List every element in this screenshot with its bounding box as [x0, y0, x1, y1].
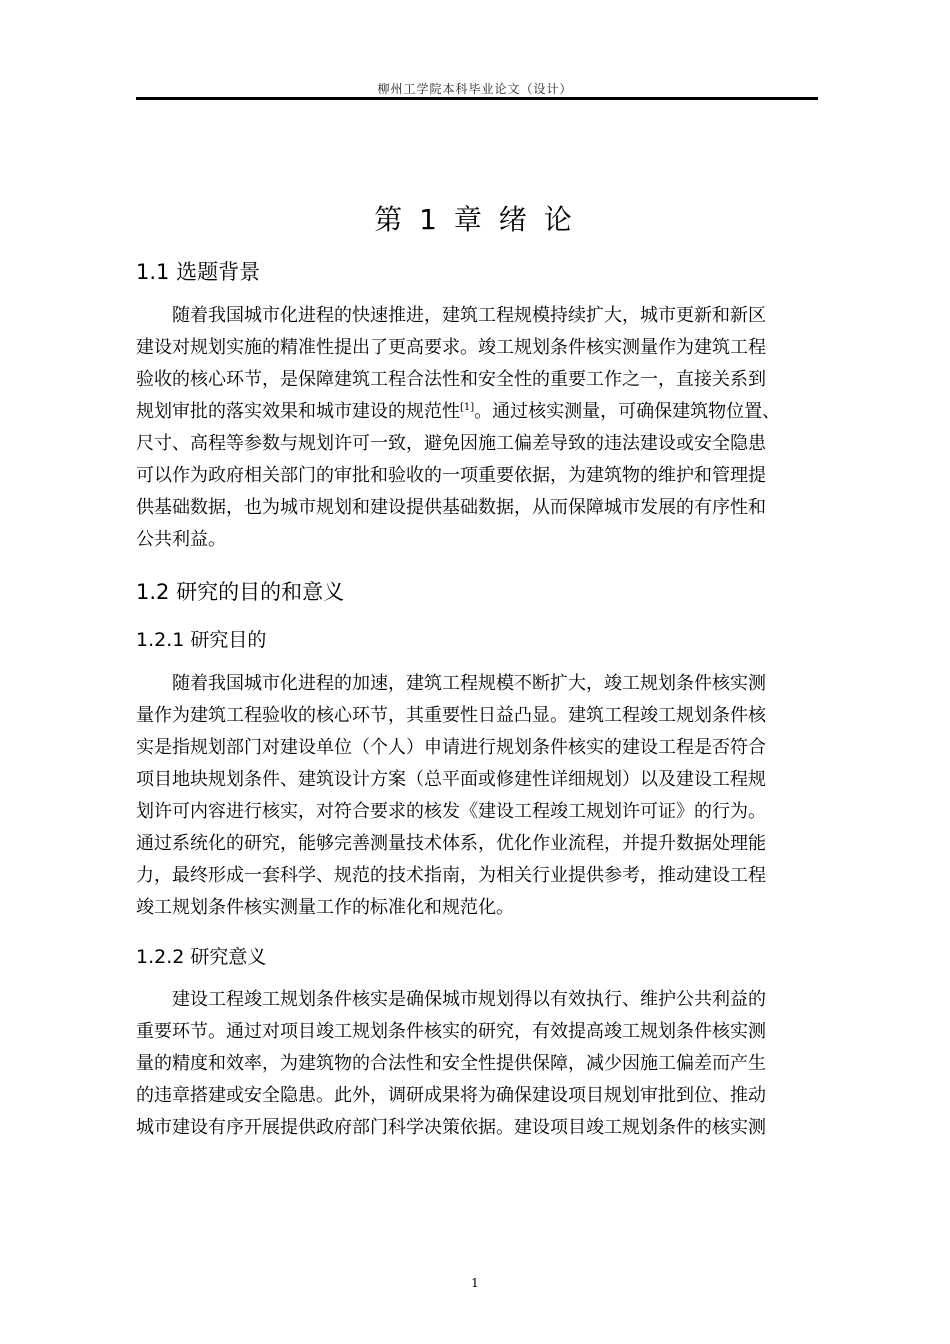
text-line: 量作为建筑工程验收的核心环节，其重要性日益凸显。建筑工程竣工规划条件核 [136, 705, 766, 726]
citation-ref[interactable]: [1] [460, 402, 475, 413]
text-line: 城市建设有序开展提供政府部门科学决策依据。建设项目竣工规划条件的核实测 [136, 1117, 766, 1138]
text-line: 实是指规划部门对建设单位（个人）申请进行规划条件核实的建设工程是否符合 [136, 737, 766, 758]
section-1-1-paragraph [136, 300, 836, 556]
text-line-with-citation [136, 396, 836, 428]
text-line: 公共利益。 [136, 529, 226, 550]
chapter-title: 第 1 章 绪 论 [374, 203, 576, 236]
text-line: 量的精度和效率，为建筑物的合法性和安全性提供保障，减少因施工偏差而产生 [136, 1053, 766, 1074]
text-line: 供基础数据，也为城市规划和建设提供基础数据，从而保障城市发展的有序性和 [136, 497, 766, 518]
text-line: 的违章搭建或安全隐患。此外，调研成果将为确保建设项目规划审批到位、推动 [136, 1085, 766, 1106]
text-line: 通过系统化的研究，能够完善测量技术体系，优化作业流程，并提升数据处理能 [136, 833, 766, 854]
text-line: 重要环节。通过对项目竣工规划条件核实的研究，有效提高竣工规划条件核实测 [136, 1021, 766, 1042]
header-rule [136, 97, 818, 100]
section-1-2-1-heading: 1.2.1 研究目的 [136, 629, 267, 651]
text-line: 竣工规划条件核实测量工作的标准化和规范化。 [136, 897, 514, 918]
text-line: 随着我国城市化进程的加速，建筑工程规模不断扩大，竣工规划条件核实测 [172, 673, 766, 694]
text-line: 项目地块规划条件、建筑设计方案（总平面或修建性详细规划）以及建设工程规 [136, 769, 766, 790]
text-line: 尺寸、高程等参数与规划许可一致，避免因施工偏差导致的违法建设或安全隐患 [136, 433, 766, 454]
text-line: 随着我国城市化进程的快速推进，建筑工程规模持续扩大，城市更新和新区 [172, 305, 766, 326]
text-line: 建设工程竣工规划条件核实是确保城市规划得以有效执行、维护公共利益的 [172, 989, 766, 1010]
text-line: 可以作为政府相关部门的审批和验收的一项重要依据，为建筑物的维护和管理提 [136, 465, 766, 486]
section-1-2-heading: 1.2 研究的目的和意义 [136, 580, 345, 604]
section-1-2-2-heading: 1.2.2 研究意义 [136, 946, 267, 968]
section-1-1-heading: 1.1 选题背景 [136, 260, 261, 284]
text-segment: 规划审批的落实效果和城市建设的规范性 [136, 401, 460, 422]
text-line: 力，最终形成一套科学、规范的技术指南，为相关行业提供参考，推动建设工程 [136, 865, 766, 886]
text-line: 验收的核心环节，是保障建筑工程合法性和安全性的重要工作之一，直接关系到 [136, 369, 766, 390]
text-line: 划许可内容进行核实，对符合要求的核发《建设工程竣工规划许可证》的行为。 [136, 801, 766, 822]
text-segment: 。通过核实测量，可确保建筑物位置、 [474, 401, 781, 422]
text-line: 建设对规划实施的精准性提出了更高要求。竣工规划条件核实测量作为建筑工程 [136, 337, 766, 358]
running-header: 柳州工学院本科毕业论文（设计） [377, 82, 573, 96]
section-1-2-2-paragraph [136, 984, 836, 1144]
page-number: 1 [471, 1276, 479, 1290]
section-1-2-1-paragraph [136, 668, 836, 924]
